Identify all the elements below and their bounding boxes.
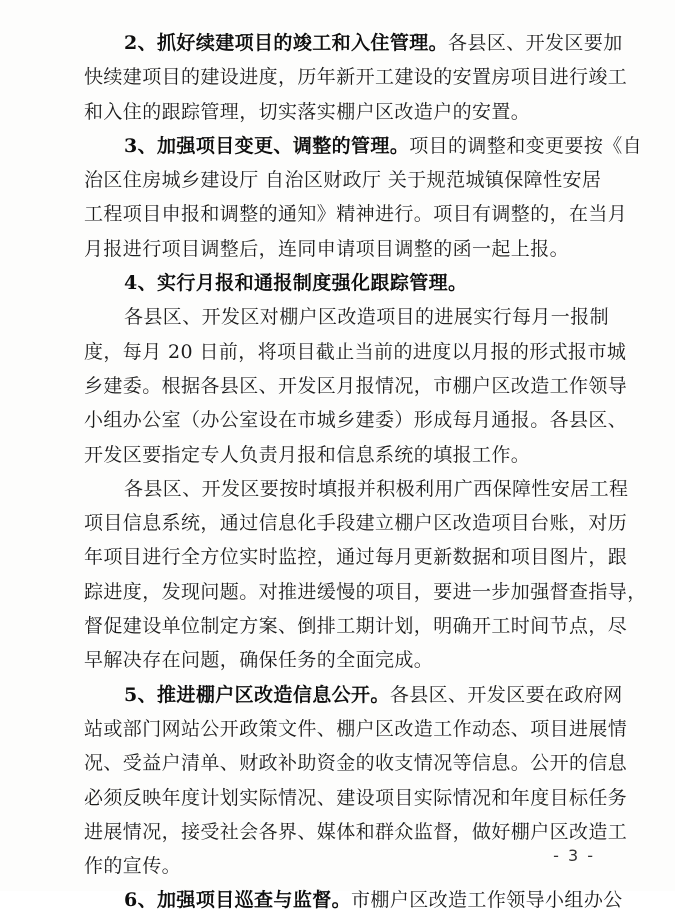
paragraph-6-line-4: 必须反映年度计划实际情况、建设项目实际情况和年度目标任务 — [84, 786, 628, 809]
paragraph-4-line-1: 各县区、开发区对棚户区改造项目的进展实行每月一报制 — [124, 306, 610, 329]
paragraph-5-line-2: 项目信息系统，通过信息化手段建立棚户区改造项目台账，对历 — [84, 512, 628, 535]
paragraph-text: 各县区、开发区要加 — [448, 32, 623, 54]
paragraph-text: 市棚户区改造工作领导小组办公 — [351, 889, 623, 912]
paragraph-6-line-3: 况、受益户清单、财政补助资金的收支情况等信息。公开的信息 — [84, 752, 628, 775]
paragraph-5-line-4: 踪进度，发现问题。对推进缓慢的项目，要进一步加强督查指导， — [84, 580, 647, 603]
paragraph-2-line-1 — [84, 129, 643, 163]
paragraph-6-line-6: 作的宣传。 — [84, 855, 182, 878]
paragraph-4-line-3: 乡建委。根据各县区、开发区月报情况，市棚户区改造工作领导 — [84, 374, 628, 397]
section-heading-2: 2、抓好续建项目的竣工和入住管理。 — [124, 32, 449, 54]
paragraph-2-line-2: 治区住房城乡建设厅 自治区财政厅 关于规范城镇保障性安居 — [84, 169, 602, 192]
paragraph-2-line-4: 月报进行项目调整后，连同申请项目调整的函一起上报。 — [84, 237, 570, 260]
paragraph-6-line-5: 进展情况，接受社会各界、媒体和群众监督，做好棚户区改造工 — [84, 820, 628, 843]
paragraph-5-line-1: 各县区、开发区要按时填报并积极利用广西保障性安居工程 — [124, 477, 629, 500]
paragraph-text: 项目的调整和变更要按《自 — [409, 134, 643, 157]
page-number: - 3 - — [553, 846, 595, 865]
document-body — [84, 26, 647, 918]
paragraph-5-line-5: 督促建设单位制定方案、倒排工期计划，明确开工时间节点，尽 — [84, 615, 628, 638]
paragraph-text: 各县区、开发区要在政府网 — [389, 683, 623, 706]
paragraph-4-line-5: 开发区要指定专人负责月报和信息系统的填报工作。 — [84, 443, 531, 466]
paragraph-7-line-1 — [84, 883, 623, 917]
paragraph-6-line-1 — [84, 678, 623, 712]
paragraph-6-line-2: 站或部门网站公开政策文件、棚户区改造工作动态、项目进展情 — [84, 717, 628, 740]
paragraph-1-line-3: 和入住的跟踪管理，切实落实棚户区改造户的安置。 — [84, 100, 531, 123]
paragraph-5-line-3: 年项目进行全方位实时监控，通过每月更新数据和项目图片，跟 — [84, 546, 628, 569]
paragraph-1-line-2: 快续建项目的建设进度，历年新开工建设的安置房项目进行竣工 — [84, 66, 628, 89]
paragraph-4-line-4: 小组办公室（办公室设在市城乡建委）形成每月通报。各县区、 — [84, 409, 628, 432]
paragraph-3-line-1 — [84, 266, 604, 300]
paragraph-2-line-3: 工程项目申报和调整的通知》精神进行。项目有调整的，在当月 — [84, 203, 628, 226]
section-heading-5: 5、推进棚户区改造信息公开。 — [124, 683, 390, 706]
section-heading-3: 3、加强项目变更、调整的管理。 — [124, 134, 410, 157]
paragraph-4-line-2: 度，每月 20 日前，将项目截止当前的进度以月报的形式报市城 — [84, 340, 627, 363]
section-heading-4: 4、实行月报和通报制度强化跟踪管理。 — [124, 272, 468, 295]
section-heading-6: 6、加强项目巡查与监督。 — [124, 889, 352, 912]
paragraph-5-line-6: 早解决存在问题，确保任务的全面完成。 — [84, 649, 434, 672]
paragraph-1-line-1 — [84, 26, 623, 60]
